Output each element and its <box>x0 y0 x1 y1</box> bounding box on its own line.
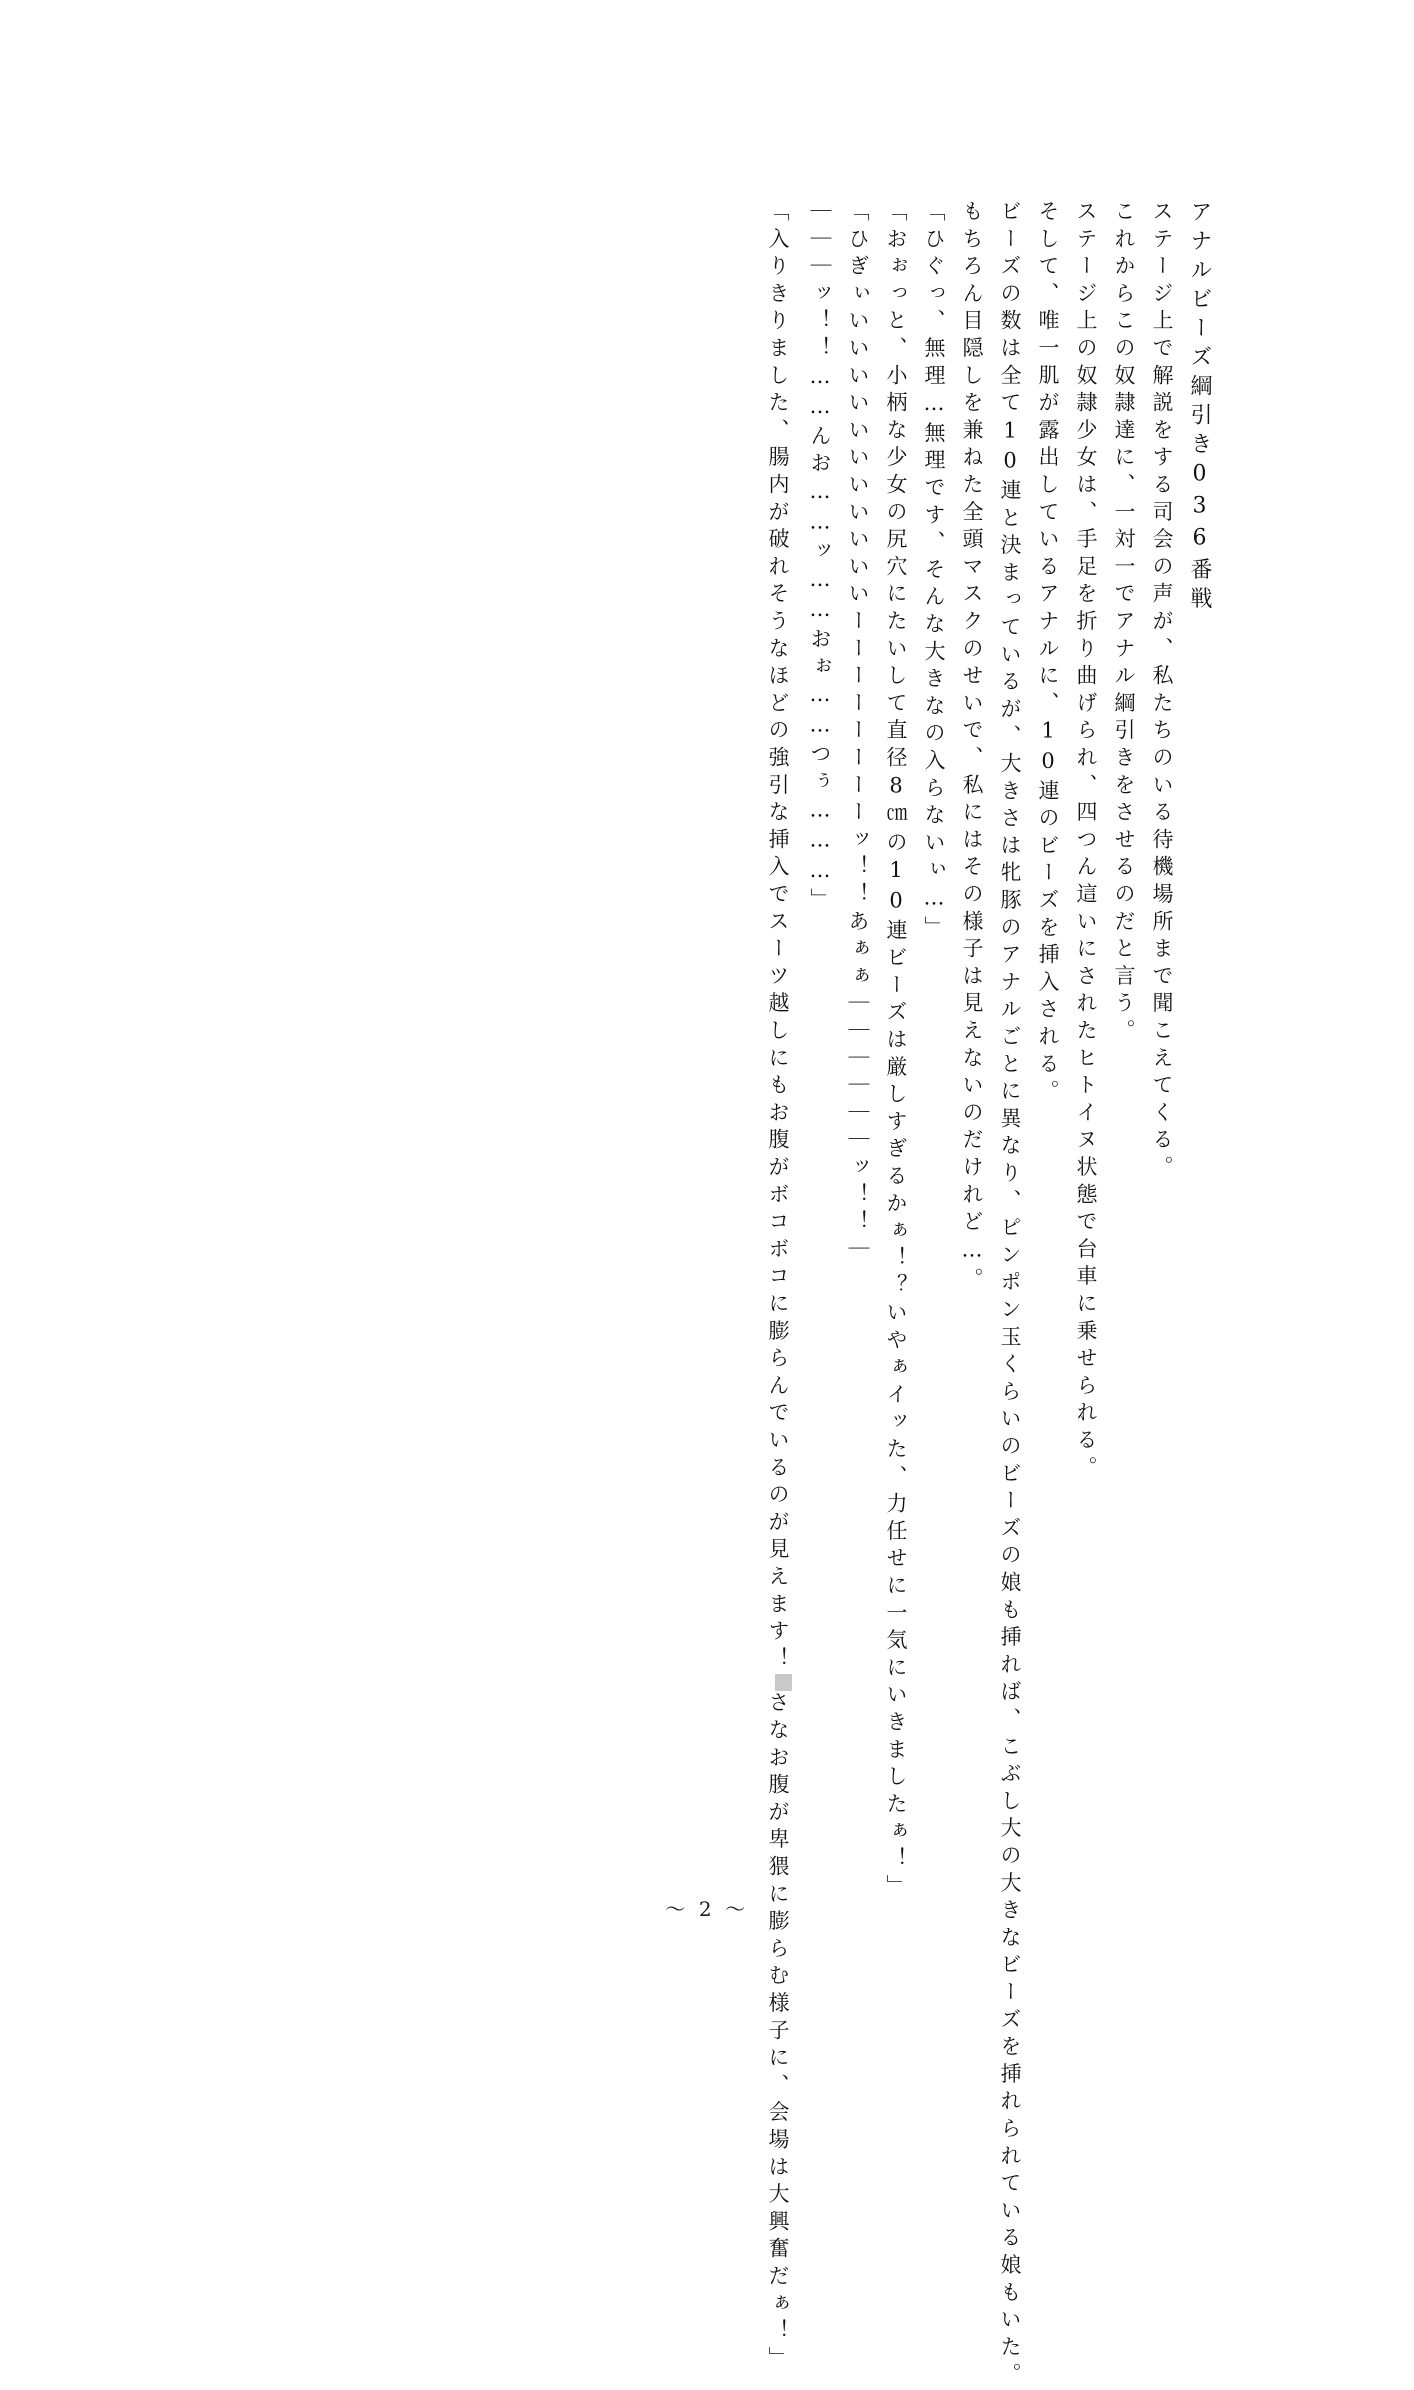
text-column-7: 「ひぐっ、無理…無理です、そんな大きなの入らないぃ…」 <box>922 200 946 944</box>
page-number: ～ 2 ～ <box>665 1897 749 1921</box>
text-column-9: 「ひぎぃいいいいいいいいいいいーーーーーーーーッ！！あぁぁ｜｜｜｜｜｜ッ！！｜ <box>846 200 870 1265</box>
censor-block <box>775 1674 792 1691</box>
text-column-6: もちろん目隠しを兼ねた全頭マスクのせいで、私にはその様子は見えないのだけれど…。 <box>960 200 984 1295</box>
text-column-1: ステージ上で解説をする司会の声が、私たちのいる待機場所まで聞こえてくる。 <box>1150 200 1174 1183</box>
text-column-4: そして、唯一肌が露出しているアナルに、10連のビーズを挿入される。 <box>1036 200 1060 1107</box>
text-column-11: 「入りきりました、腸内が破れそうなほどの強引な挿入でスーツ越しにもお腹がボコボコに膨らんでいるのが見えます！さなお腹が卑猥に膨らむ様子に、会場は大興奮だぁ！」 <box>766 200 790 2374</box>
vertical-text-body <box>190 200 1212 2390</box>
text-column-2: これからこの奴隷達に、一対一でアナル綱引きをさせるのだと言う。 <box>1112 200 1136 1047</box>
text-column-8: 「おぉっと、小柄な少女の尻穴にたいして直径8㎝の10連ビーズは厳しすぎるかぁ！？いやぁイッた、力任せに一気にいきましたぁ！」 <box>884 200 908 1902</box>
text-column-10: ｜｜｜ッ！！……んお……ッ……おぉ……つぅ………」 <box>808 200 832 916</box>
text-column-5: ビーズの数は全て10連と決まっているが、大きさは牝豚のアナルごとに異なり、ピンポン玉くらいのビーズの娘も挿れば、こぶし大の大きなビーズを挿れられている娘もいた。 <box>998 200 1022 2390</box>
text-column-3: ステージ上の奴隷少女は、手足を折り曲げられ、四つん這いにされたヒトイヌ状態で台車に乗せられる。 <box>1074 200 1098 1484</box>
doc-title: アナルビーズ綱引き036番戦 <box>1187 200 1212 616</box>
